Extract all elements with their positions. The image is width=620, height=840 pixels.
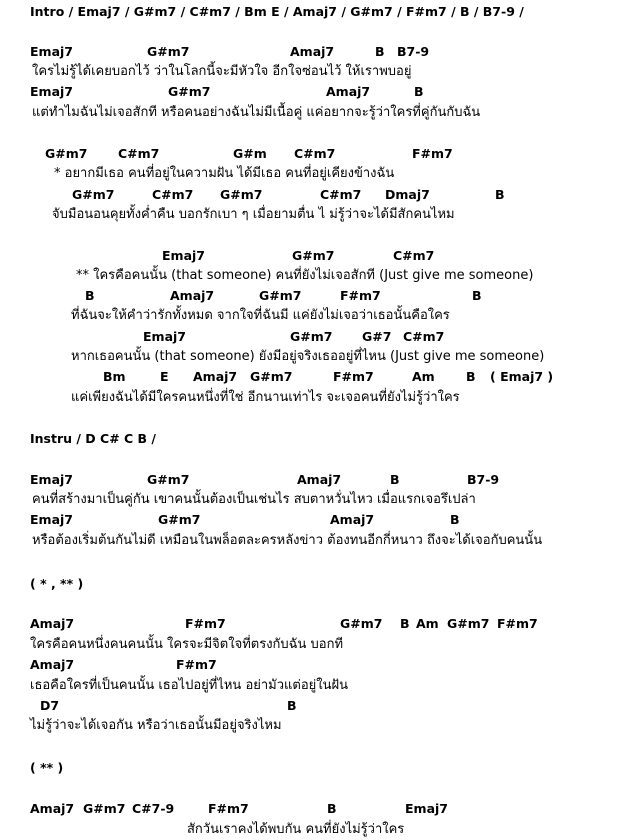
chord: F#m7 (340, 288, 381, 303)
chorus-chord-line-1 (0, 246, 620, 266)
chord: C#7-9 (132, 801, 175, 816)
instru-chords: Instru / D C# C B / (30, 431, 156, 446)
chord: F#m7 (208, 801, 249, 816)
chord: Emaj7 (405, 801, 448, 816)
chord: G#m7 (340, 616, 383, 631)
lyric: สักวันเราคงได้พบกัน คนที่ยังไม่รู้ว่าใคร (187, 822, 405, 837)
chord: B (472, 288, 482, 303)
chord: G#m7 (292, 248, 335, 263)
lyric: ใครไม่รู้ได้เคยบอกไว้ ว่าในโลกนี้จะมีหัวใจ อีกใจซ่อนไว้ ให้เราพบอยู่ (32, 64, 412, 79)
pre-chord-line-2 (0, 185, 620, 205)
chord: B (495, 187, 505, 202)
chord: Amaj7 (326, 84, 371, 99)
chord: Emaj7 (30, 84, 73, 99)
lyric: แค่เพียงฉันได้มีใครคนหนึ่งที่ใช่ อีกนานเท่าไร จะเจอคนที่ยังไม่รู้ว่าใคร (71, 390, 460, 405)
chord: C#m7 (403, 329, 445, 344)
chorus-chord-line-2 (0, 286, 620, 306)
intro-chords: Intro / Emaj7 / G#m7 / C#m7 / Bm E / Amaj7 / G#m7 / F#m7 / B / B7-9 / (30, 4, 524, 19)
chord: ( Emaj7 ) (490, 369, 554, 384)
chord: Emaj7 (30, 472, 73, 487)
chord: B (327, 801, 337, 816)
chord: G#m7 (83, 801, 126, 816)
chord: C#m7 (294, 146, 336, 161)
verse2-lyric-line-2 (0, 531, 620, 551)
lyric: ไม่รู้ว่าจะได้เจอกัน หรือว่าเธอนั้นมีอยู่จริงไหม (30, 718, 282, 733)
lyric: ใครคือคนหนึ่งคนคนนั้น ใครจะมีจิตใจที่ตรงกับฉัน บอกที (30, 637, 344, 652)
chord: Amaj7 (290, 44, 335, 59)
chord: G#m7 (259, 288, 302, 303)
bridge-chord-line-3 (0, 696, 620, 716)
chord: Emaj7 (143, 329, 186, 344)
chord: Amaj7 (30, 801, 75, 816)
chord: Emaj7 (162, 248, 205, 263)
lyric: แต่ทำไมฉันไม่เจอสักที หรือคนอย่างฉันไม่มีเนื้อคู่ แค่อยากจะรู้ว่าใครที่คู่กันกับฉัน (32, 105, 481, 120)
chord: F#m7 (412, 146, 453, 161)
chord: G#m7 (168, 84, 211, 99)
chord: G#m7 (158, 512, 201, 527)
chord: G#m7 (220, 187, 263, 202)
repeat-label: ( * , ** ) (30, 576, 84, 591)
chorus-lyric-line-2 (0, 306, 620, 326)
chorus-chord-line-4 (0, 367, 620, 387)
bridge-lyric-line-2 (0, 676, 620, 696)
lyric: หากเธอคนนั้น (that someone) ยังมีอยู่จริงเธออยู่ที่ไหน (Just give me someone) (71, 349, 545, 364)
chord: Emaj7 (30, 512, 73, 527)
chorus-lyric-line-1 (0, 266, 620, 286)
chord: Amaj7 (30, 616, 75, 631)
chord: B (375, 44, 385, 59)
chorus-lyric-line-4 (0, 388, 620, 408)
pre-chord-line-1 (0, 144, 620, 164)
instru-line (0, 429, 620, 449)
chord: B (400, 616, 410, 631)
outro-chord-line (0, 799, 620, 819)
chord: E (160, 369, 169, 384)
verse1-chord-line-1 (0, 42, 620, 62)
verse2-chord-line-2 (0, 510, 620, 530)
chord: G#7 (362, 329, 392, 344)
repeat-marker-2 (0, 758, 620, 778)
chord: Am (416, 616, 439, 631)
chord: B7-9 (467, 472, 500, 487)
chord: B (390, 472, 400, 487)
chord: B (466, 369, 476, 384)
repeat-marker-1 (0, 574, 620, 594)
chord: Amaj7 (330, 512, 375, 527)
chorus-chord-line-3 (0, 327, 620, 347)
pre-lyric-line-1 (0, 164, 620, 184)
bridge-chord-line-1 (0, 614, 620, 634)
chord: C#m7 (320, 187, 362, 202)
chord: G#m7 (147, 472, 190, 487)
lyric: จับมือนอนคุยทั้งค่ำคืน บอกรักเบา ๆ เมื่อยามตื่น ไ ม่รู้ว่าจะได้มีสักคนไหม (52, 207, 455, 222)
lyric: * อยากมีเธอ คนที่อยู่ในความฝัน ได้มีเธอ คนที่อยู่เคียงข้างฉัน (54, 166, 395, 181)
chord: G#m7 (147, 44, 190, 59)
pre-lyric-line-2 (0, 205, 620, 225)
chord: Amaj7 (193, 369, 238, 384)
chord: B7-9 (397, 44, 430, 59)
chord: Am (412, 369, 435, 384)
chord: Dmaj7 (385, 187, 430, 202)
chord: Amaj7 (170, 288, 215, 303)
chord: F#m7 (176, 657, 217, 672)
verse1-lyric-line-1 (0, 62, 620, 82)
bridge-lyric-line-3 (0, 716, 620, 736)
chord: G#m7 (290, 329, 333, 344)
chord: G#m7 (45, 146, 88, 161)
chord: G#m7 (447, 616, 490, 631)
lyric: เธอคือใครที่เป็นคนนั้น เธอไปอยู่ที่ไหน อย่ามัวแต่อยู่ในฝัน (30, 678, 349, 693)
chord: D7 (40, 698, 60, 713)
chord: G#m7 (72, 187, 115, 202)
chord: Emaj7 (30, 44, 73, 59)
chord: B (450, 512, 460, 527)
lyric: คนที่สร้างมาเป็นคู่กัน เขาคนนั้นต้องเป็นเช่นไร สบตาหวั่นไหว เมื่อแรกเจอรึเปล่า (32, 492, 476, 507)
chord: G#m (233, 146, 267, 161)
bridge-lyric-line-1 (0, 635, 620, 655)
verse2-lyric-line-1 (0, 490, 620, 510)
lyric: ** ใครคือคนนั้น (that someone) คนที่ยังไม่เจอสักที (Just give me someone) (76, 268, 534, 283)
chord: Amaj7 (30, 657, 75, 672)
bridge-chord-line-2 (0, 655, 620, 675)
chord: F#m7 (185, 616, 226, 631)
lyric: ที่ฉันจะให้คำว่ารักทั้งหมด จากใจที่ฉันมี แค่ยังไม่เจอว่าเธอนั้นคือใคร (71, 308, 450, 323)
chord: B (85, 288, 95, 303)
chord: C#m7 (152, 187, 194, 202)
repeat-label: ( ** ) (30, 760, 64, 775)
chord: C#m7 (393, 248, 435, 263)
chord: C#m7 (118, 146, 160, 161)
verse2-chord-line-1 (0, 470, 620, 490)
chord: B (287, 698, 297, 713)
chord: Bm (103, 369, 126, 384)
intro-line (0, 2, 620, 22)
lyric: หรือต้องเริ่มต้นกันไม่ดี เหมือนในพล็อตละครหลังข่าว ต้องทนอีกกี่หนาว ถึงจะได้เจอกับคนนั้น (32, 533, 543, 548)
chorus-lyric-line-3 (0, 347, 620, 367)
chord: F#m7 (497, 616, 538, 631)
chord: G#m7 (250, 369, 293, 384)
verse1-lyric-line-2 (0, 103, 620, 123)
outro-lyric-line (0, 820, 620, 840)
verse1-chord-line-2 (0, 82, 620, 102)
chord: B (414, 84, 424, 99)
chord: F#m7 (333, 369, 374, 384)
chord: Amaj7 (297, 472, 342, 487)
